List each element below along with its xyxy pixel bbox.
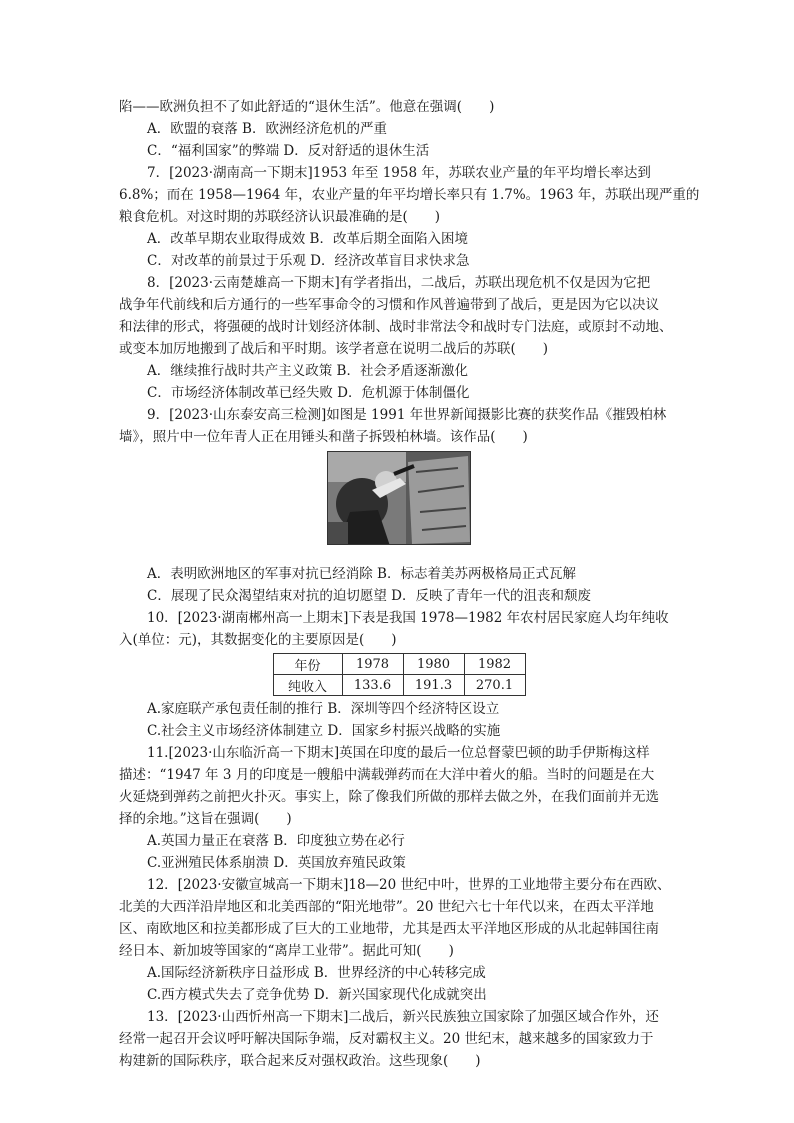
exam-page — [119, 96, 700, 1072]
table-cell: 133.6 — [342, 675, 403, 696]
q9-options-ab: A．表明欧洲地区的军事对抗已经消除 B．标志着美苏两极格局正式瓦解 — [147, 566, 576, 582]
table-cell: 1980 — [403, 654, 464, 675]
table-cell: 年份 — [273, 654, 342, 675]
q7-options-ab: A．改革早期农业取得成效 B．改革后期全面陷入困境 — [147, 231, 468, 247]
q11-options-cd: C.亚洲殖民体系崩溃 D．英国放弃殖民政策 — [147, 855, 406, 871]
q12-stem-line2: 北美的大西洋沿岸地区和北美西部的“阳光地带”。20 世纪六七十年代以来，在西太平洋地 — [119, 899, 654, 915]
q9-photo-container — [119, 451, 679, 551]
q8-stem-line3: 和法律的形式，将强硬的战时计划经济体制、战时非常法令和战时专门法庭，或原封不动地、 — [119, 319, 673, 335]
table-row — [273, 675, 525, 696]
q12-stem-line3: 区、南欧地区和拉美都形成了巨大的工业地带，尤其是西太平洋地区形成的从北起韩国往南 — [119, 921, 659, 937]
q8-stem-line4: 或变本加厉地搬到了战后和平时期。该学者意在说明二战后的苏联( ) — [119, 341, 549, 357]
q12-options-ab: A.国际经济新秩序日益形成 B．世界经济的中心转移完成 — [147, 965, 486, 981]
q13-stem-line1: 13．[2023·山西忻州高一下期末]二战后，新兴民族独立国家除了加强区域合作外，还 — [147, 1009, 659, 1025]
q11-stem-line4: 择的余地。”这旨在强调( ) — [119, 811, 292, 827]
income-table — [273, 653, 526, 696]
q13-stem-line2: 经常一起召开会议呼吁解决国际争端，反对霸权主义。20 世纪末，越来越多的国家致力于 — [119, 1031, 654, 1047]
q11-stem-line3: 火延烧到弹药之前把火扑灭。事实上，除了像我们所做的那样去做之外，在我们面前并无选 — [119, 789, 659, 805]
q11-stem-line1: 11.[2023·山东临沂高一下期末]英国在印度的最后一位总督蒙巴顿的助手伊斯梅这样 — [147, 745, 650, 761]
q10-options-ab: A.家庭联产承包责任制的推行 B．深圳等四个经济特区设立 — [147, 701, 500, 717]
table-row — [273, 654, 525, 675]
q12-stem-line1: 12．[2023·安徽宣城高一下期末]18—20 世纪中叶，世界的工业地带主要分布在西欧、 — [147, 877, 671, 893]
q10-table-container — [119, 653, 679, 696]
q12-options-cd: C.西方模式失去了竞争优势 D．新兴国家现代化成就突出 — [147, 987, 487, 1003]
q7-stem-line1: 7．[2023·湖南高一下期末]1953 年至 1958 年，苏联农业产量的年平均增长率达到 — [147, 165, 651, 181]
q7-options-cd: C．对改革的前景过于乐观 D．经济改革盲目求快求急 — [147, 253, 470, 269]
q7-stem-line2: 6.8%；而在 1958—1964 年，农业产量的年平均增长率只有 1.7%。1963 年，苏联出现严重的 — [119, 187, 700, 203]
q8-stem-line2: 战争年代前线和后方通行的一些军事命令的习惯和作风普遍带到了战后，更是因为它以决议 — [119, 297, 659, 313]
q6-options-ab: A．欧盟的衰落 B．欧洲经济危机的严重 — [147, 121, 387, 137]
q11-stem-line2: 描述：“1947 年 3 月的印度是一艘船中满载弹药而在大洋中着火的船。当时的问题是在大 — [119, 767, 655, 783]
q11-options-ab: A.英国力量正在衰落 B．印度独立势在必行 — [147, 833, 405, 849]
table-cell: 1982 — [464, 654, 525, 675]
q6-options-cd: C．“福利国家”的弊端 D．反对舒适的退休生活 — [147, 143, 430, 159]
table-cell: 纯收入 — [273, 675, 342, 696]
table-cell: 270.1 — [464, 675, 525, 696]
q12-stem-line4: 经日本、新加坡等国家的“离岸工业带”。据此可知( ) — [119, 943, 454, 959]
q9-stem-line2: 墙》，照片中一位年青人正在用锤头和凿子拆毁柏林墙。该作品( ) — [119, 429, 528, 445]
q10-stem-line2: 入(单位：元)，其数据变化的主要原因是( ) — [119, 632, 397, 648]
q10-stem-line1: 10．[2023·湖南郴州高一上期末]下表是我国 1978—1982 年农村居民家庭人均年纯收 — [147, 610, 669, 626]
q10-options-cd: C.社会主义市场经济体制建立 D．国家乡村振兴战略的实施 — [147, 723, 501, 739]
q9-stem-line1: 9．[2023·山东泰安高三检测]如图是 1991 年世界新闻摄影比赛的获奖作品《摧毁柏林 — [147, 407, 667, 423]
q6-stem-end: 陷——欧洲负担不了如此舒适的“退休生活”。他意在强调( ) — [119, 99, 495, 115]
q8-options-cd: C．市场经济体制改革已经失败 D．危机源于体制僵化 — [147, 385, 470, 401]
q7-stem-line3: 粮食危机。对这时期的苏联经济认识最准确的是( ) — [119, 209, 441, 225]
q9-options-cd: C．展现了民众渴望结束对抗的迫切愿望 D．反映了青年一代的沮丧和颓废 — [147, 588, 591, 604]
berlin-wall-photo-art — [328, 452, 471, 545]
q8-stem-line1: 8．[2023·云南楚雄高一下期末]有学者指出，二战后，苏联出现危机不仅是因为它把 — [147, 275, 651, 291]
berlin-wall-photo — [327, 451, 471, 545]
q13-stem-line3: 构建新的国际秩序，联合起来反对强权政治。这些现象( ) — [119, 1053, 481, 1069]
table-cell: 1978 — [342, 654, 403, 675]
table-cell: 191.3 — [403, 675, 464, 696]
q8-options-ab: A．继续推行战时共产主义政策 B．社会矛盾逐渐激化 — [147, 363, 468, 379]
